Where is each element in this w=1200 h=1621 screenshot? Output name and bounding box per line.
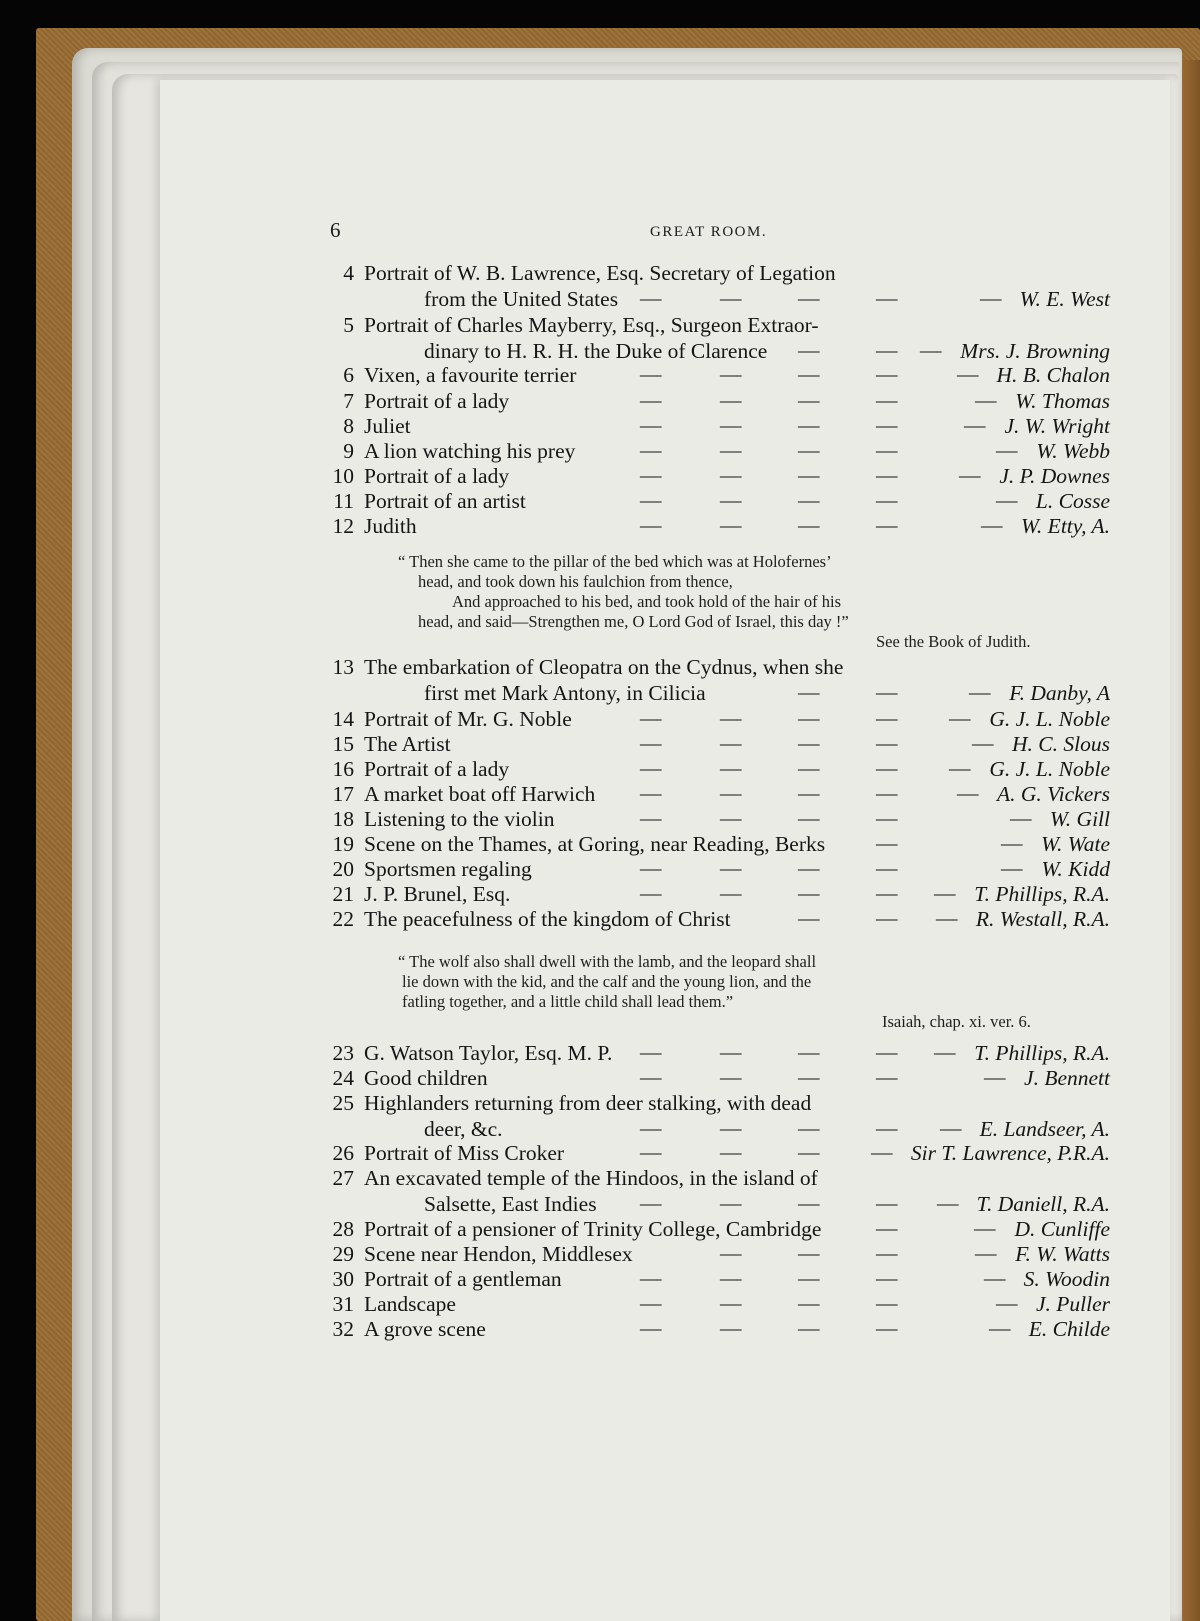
- leader-dash: —: [720, 1040, 742, 1064]
- leader-dash: —: [798, 906, 820, 930]
- catalogue-entry-line: [318, 438, 1110, 464]
- entry-number: 30: [332, 1267, 354, 1291]
- entry-artist: W. Etty, A.: [1021, 514, 1110, 538]
- leader-dash: —: [798, 856, 820, 880]
- entry-title: G. Watson Taylor, Esq. M. P.: [364, 1041, 613, 1065]
- leader-dash: —: [996, 1291, 1018, 1315]
- leader-dash: —: [720, 1291, 742, 1315]
- entry-artist: D. Cunliffe: [1014, 1217, 1110, 1241]
- leader-dash: —: [964, 413, 986, 437]
- leader-dash: —: [798, 1266, 820, 1290]
- leader-dash: —: [720, 388, 742, 412]
- entry-title: Portrait of Miss Croker: [364, 1141, 565, 1165]
- entry-number: 18: [332, 807, 354, 831]
- entry-title: deer, &c.: [424, 1117, 503, 1141]
- leader-dash: —: [720, 856, 742, 880]
- entry-title: The peacefulness of the kingdom of Christ: [364, 907, 731, 931]
- entry-number: 28: [332, 1217, 354, 1241]
- leader-dash: —: [798, 680, 820, 704]
- leader-dash: —: [876, 731, 898, 755]
- catalogue-entry-line: [318, 1241, 1110, 1267]
- catalogue-entry-line: [318, 881, 1110, 907]
- catalogue-entry-line: [318, 1266, 1110, 1292]
- catalogue-entry-line: [318, 706, 1110, 732]
- entry-artist: A. G. Vickers: [996, 782, 1110, 806]
- entry-number: 16: [332, 757, 354, 781]
- entry-number: 13: [332, 655, 354, 679]
- entry-number: 23: [332, 1041, 354, 1065]
- leader-dash: —: [876, 756, 898, 780]
- leader-dash: —: [720, 1116, 742, 1140]
- leader-dash: —: [876, 806, 898, 830]
- entry-artist: G. J. L. Noble: [989, 707, 1110, 731]
- leader-dash: —: [1001, 831, 1023, 855]
- entry-number: 6: [343, 363, 354, 387]
- leader-dash: —: [720, 1140, 742, 1164]
- entry-title: The embarkation of Cleopatra on the Cydnus, when she: [364, 655, 844, 679]
- catalogue-entry-line: [318, 286, 1110, 312]
- leader-dash: —: [720, 881, 742, 905]
- entry-artist: T. Daniell, R.A.: [976, 1192, 1110, 1216]
- entry-title: A market boat off Harwich: [364, 782, 596, 806]
- leader-dash: —: [720, 781, 742, 805]
- entry-artist: W. Gill: [1049, 807, 1110, 831]
- leader-dash: —: [720, 806, 742, 830]
- leader-dash: —: [798, 706, 820, 730]
- entry-artist: J. P. Downes: [999, 464, 1110, 488]
- catalogue-entry-line: [318, 1191, 1110, 1217]
- entry-number: 14: [332, 707, 354, 731]
- leader-dash: —: [934, 1040, 956, 1064]
- leader-dash: —: [798, 1140, 820, 1164]
- leader-dash: —: [798, 881, 820, 905]
- entry-artist: Sir T. Lawrence, P.R.A.: [910, 1141, 1110, 1165]
- entry-title: J. P. Brunel, Esq.: [364, 882, 511, 906]
- entry-number: 26: [332, 1141, 354, 1165]
- leader-dash: —: [798, 781, 820, 805]
- leader-dash: —: [996, 438, 1018, 462]
- judith-quote-line: And approached to his bed, and took hold of the hair of his: [452, 592, 842, 611]
- entry-number: 27: [332, 1166, 354, 1190]
- entry-artist: L. Cosse: [1035, 489, 1110, 513]
- leader-dash: —: [640, 706, 662, 730]
- entry-number: 7: [343, 389, 354, 413]
- leader-dash: —: [996, 488, 1018, 512]
- entry-artist: W. Webb: [1036, 439, 1110, 463]
- entry-artist: J. Bennett: [1024, 1066, 1110, 1090]
- entry-artist: W. Thomas: [1015, 389, 1110, 413]
- entry-title: A grove scene: [364, 1317, 486, 1341]
- leader-dash: —: [798, 338, 820, 362]
- leader-dash: —: [984, 1065, 1006, 1089]
- catalogue-entry-line: [318, 260, 1110, 286]
- leader-dash: —: [640, 438, 662, 462]
- leader-dash: —: [876, 1191, 898, 1215]
- entry-number: 5: [343, 313, 354, 337]
- leader-dash: —: [798, 513, 820, 537]
- entry-artist: H. B. Chalon: [996, 363, 1110, 387]
- leader-dash: —: [920, 338, 942, 362]
- catalogue-entry-line: [318, 312, 1110, 338]
- leader-dash: —: [959, 463, 981, 487]
- leader-dash: —: [876, 413, 898, 437]
- leader-dash: —: [798, 286, 820, 310]
- entry-artist: S. Woodin: [1023, 1267, 1110, 1291]
- leader-dash: —: [798, 1291, 820, 1315]
- leader-dash: —: [937, 1191, 959, 1215]
- leader-dash: —: [798, 756, 820, 780]
- isaiah-quote-line: lie down with the kid, and the calf and the young lion, and the: [402, 972, 812, 991]
- entry-number: 29: [332, 1242, 354, 1266]
- leader-dash: —: [720, 706, 742, 730]
- leader-dash: —: [936, 906, 958, 930]
- catalogue-entry-line: [318, 1216, 1110, 1242]
- leader-dash: —: [876, 338, 898, 362]
- catalogue-entry-line: [318, 413, 1110, 439]
- entry-number: 9: [343, 439, 354, 463]
- leader-dash: —: [640, 806, 662, 830]
- leader-dash: —: [876, 1116, 898, 1140]
- leader-dash: —: [798, 1316, 820, 1340]
- entry-title: Portrait of a lady: [364, 389, 510, 413]
- entry-title: Highlanders returning from deer stalking, with dead: [364, 1091, 812, 1115]
- leader-dash: —: [989, 1316, 1011, 1340]
- entry-number: 24: [332, 1066, 354, 1090]
- leader-dash: —: [640, 1266, 662, 1290]
- leader-dash: —: [720, 1065, 742, 1089]
- leader-dash: —: [876, 1040, 898, 1064]
- catalogue-entry-line: [318, 1165, 1110, 1191]
- judith-quote-line: head, and took down his faulchion from thence,: [418, 572, 733, 591]
- leader-dash: —: [876, 906, 898, 930]
- catalogue-entry-line: [318, 756, 1110, 782]
- leader-dash: —: [640, 756, 662, 780]
- entry-artist: H. C. Slous: [1012, 732, 1110, 756]
- leader-dash: —: [640, 388, 662, 412]
- entry-title: Vixen, a favourite terrier: [364, 363, 577, 387]
- entry-title: An excavated temple of the Hindoos, in the island of: [364, 1166, 818, 1190]
- catalogue-entry-line: [318, 1040, 1110, 1066]
- leader-dash: —: [876, 781, 898, 805]
- entry-title: Landscape: [364, 1292, 456, 1316]
- leader-dash: —: [640, 781, 662, 805]
- leader-dash: —: [640, 856, 662, 880]
- leader-dash: —: [876, 856, 898, 880]
- entry-artist: J. W. Wright: [1004, 414, 1110, 438]
- entry-title: from the United States: [424, 287, 619, 311]
- entry-artist: T. Phillips, R.A.: [974, 1041, 1110, 1065]
- entry-title: first met Mark Antony, in Cilicia: [424, 681, 706, 705]
- entry-number: 20: [332, 857, 354, 881]
- catalogue-entry-line: [318, 388, 1110, 414]
- judith-quote-source: See the Book of Judith.: [876, 632, 1031, 651]
- leader-dash: —: [876, 1316, 898, 1340]
- entry-number: 25: [332, 1091, 354, 1115]
- leader-dash: —: [876, 388, 898, 412]
- leader-dash: —: [798, 1065, 820, 1089]
- leader-dash: —: [949, 756, 971, 780]
- leader-dash: —: [876, 1065, 898, 1089]
- leader-dash: —: [876, 831, 898, 855]
- entry-artist: F. Danby, A: [1009, 681, 1110, 705]
- leader-dash: —: [798, 488, 820, 512]
- leader-dash: —: [640, 488, 662, 512]
- leader-dash: —: [640, 286, 662, 310]
- leader-dash: —: [798, 731, 820, 755]
- leader-dash: —: [798, 806, 820, 830]
- catalogue-entry-line: [318, 1116, 1110, 1142]
- leader-dash: —: [640, 1191, 662, 1215]
- leader-dash: —: [972, 731, 994, 755]
- leader-dash: —: [975, 1241, 997, 1265]
- running-head: GREAT ROOM.: [650, 224, 768, 240]
- catalogue-entry-line: [318, 1140, 1110, 1166]
- leader-dash: —: [957, 781, 979, 805]
- entry-artist: W. Wate: [1041, 832, 1110, 856]
- page-header: [330, 218, 1100, 244]
- leader-dash: —: [640, 731, 662, 755]
- leader-dash: —: [876, 488, 898, 512]
- leader-dash: —: [720, 463, 742, 487]
- leader-dash: —: [798, 413, 820, 437]
- leader-dash: —: [640, 1316, 662, 1340]
- entry-title: Portrait of a gentleman: [364, 1267, 562, 1291]
- entry-title: Portrait of Mr. G. Noble: [364, 707, 572, 731]
- leader-dash: —: [798, 1241, 820, 1265]
- leader-dash: —: [876, 706, 898, 730]
- entry-artist: J. Puller: [1035, 1292, 1110, 1316]
- leader-dash: —: [798, 463, 820, 487]
- catalogue-entry-line: [318, 1291, 1110, 1317]
- leader-dash: —: [981, 513, 1003, 537]
- entry-title: Portrait of Charles Mayberry, Esq., Surgeon Extraor-: [364, 313, 819, 337]
- entry-title: Portrait of W. B. Lawrence, Esq. Secretary of Legation: [364, 261, 836, 285]
- entry-artist: G. J. L. Noble: [989, 757, 1110, 781]
- catalogue-entry-line: [318, 1065, 1110, 1091]
- leader-dash: —: [876, 1291, 898, 1315]
- judith-quote-line: “ Then she came to the pillar of the bed which was at Holofernes’: [398, 552, 832, 571]
- leader-dash: —: [798, 1116, 820, 1140]
- entry-number: 4: [343, 261, 354, 285]
- leader-dash: —: [984, 1266, 1006, 1290]
- leader-dash: —: [720, 1266, 742, 1290]
- entry-artist: Mrs. J. Browning: [960, 339, 1110, 363]
- entry-number: 15: [332, 732, 354, 756]
- isaiah-quote-line: fatling together, and a little child shall lead them.”: [402, 992, 734, 1011]
- entry-artist: W. Kidd: [1041, 857, 1110, 881]
- entry-title: Juliet: [364, 414, 411, 438]
- leader-dash: —: [720, 1241, 742, 1265]
- leader-dash: —: [798, 438, 820, 462]
- catalogue-entry-line: [318, 463, 1110, 489]
- leader-dash: —: [934, 881, 956, 905]
- entry-title: Scene on the Thames, at Goring, near Reading, Berks: [364, 832, 826, 856]
- entry-title: A lion watching his prey: [364, 439, 576, 463]
- leader-dash: —: [720, 362, 742, 386]
- leader-dash: —: [876, 438, 898, 462]
- entry-title: Scene near Hendon, Middlesex: [364, 1242, 633, 1266]
- leader-dash: —: [720, 286, 742, 310]
- page-number: 6: [330, 218, 341, 242]
- entry-artist: E. Childe: [1028, 1317, 1110, 1341]
- leader-dash: —: [974, 1216, 996, 1240]
- entry-number: 22: [332, 907, 354, 931]
- entry-artist: W. E. West: [1019, 287, 1110, 311]
- entry-title: Judith: [364, 514, 417, 538]
- leader-dash: —: [640, 463, 662, 487]
- catalogue-entry-line: [318, 362, 1110, 388]
- leader-dash: —: [876, 362, 898, 386]
- entry-title: Portrait of a lady: [364, 464, 510, 488]
- leader-dash: —: [720, 731, 742, 755]
- leader-dash: —: [876, 1241, 898, 1265]
- leader-dash: —: [798, 1191, 820, 1215]
- leader-dash: —: [720, 438, 742, 462]
- leader-dash: —: [798, 388, 820, 412]
- leader-dash: —: [640, 881, 662, 905]
- catalogue-entry-line: [318, 680, 1110, 706]
- leader-dash: —: [876, 513, 898, 537]
- leader-dash: —: [640, 1065, 662, 1089]
- leader-dash: —: [871, 1140, 893, 1164]
- catalogue-entry-line: [318, 831, 1110, 857]
- leader-dash: —: [876, 1216, 898, 1240]
- leader-dash: —: [969, 680, 991, 704]
- leader-dash: —: [720, 1191, 742, 1215]
- catalogue-entry-line: [318, 781, 1110, 807]
- leader-dash: —: [720, 413, 742, 437]
- entry-number: 10: [332, 464, 354, 488]
- catalogue-entry-line: [318, 731, 1110, 757]
- catalogue-entry-line: [318, 488, 1110, 514]
- leader-dash: —: [957, 362, 979, 386]
- leader-dash: —: [640, 1291, 662, 1315]
- entry-title: Good children: [364, 1066, 488, 1090]
- leader-dash: —: [640, 1116, 662, 1140]
- leader-dash: —: [1001, 856, 1023, 880]
- leader-dash: —: [975, 388, 997, 412]
- entry-artist: T. Phillips, R.A.: [974, 882, 1110, 906]
- leader-dash: —: [640, 1140, 662, 1164]
- leader-dash: —: [640, 413, 662, 437]
- catalogue-entry-line: [318, 1090, 1110, 1116]
- entry-title: Portrait of a pensioner of Trinity College, Cambridge: [364, 1217, 822, 1241]
- leader-dash: —: [876, 463, 898, 487]
- entry-title: Sportsmen regaling: [364, 857, 532, 881]
- leader-dash: —: [640, 362, 662, 386]
- entry-title: Listening to the violin: [364, 807, 555, 831]
- entry-artist: E. Landseer, A.: [979, 1117, 1110, 1141]
- judith-quote-line: head, and said—Strengthen me, O Lord God of Israel, this day !”: [418, 612, 849, 631]
- leader-dash: —: [640, 513, 662, 537]
- catalogue-entry-line: [318, 1316, 1110, 1342]
- leader-dash: —: [876, 1266, 898, 1290]
- entry-title: Portrait of an artist: [364, 489, 526, 513]
- leader-dash: —: [940, 1116, 962, 1140]
- leader-dash: —: [720, 756, 742, 780]
- leader-dash: —: [798, 1040, 820, 1064]
- catalogue-entry-line: [318, 806, 1110, 832]
- entry-artist: F. W. Watts: [1015, 1242, 1110, 1266]
- entry-title: Salsette, East Indies: [424, 1192, 597, 1216]
- entry-title: dinary to H. R. H. the Duke of Clarence: [424, 339, 768, 363]
- entry-artist: R. Westall, R.A.: [975, 907, 1110, 931]
- entry-number: 11: [333, 489, 354, 513]
- entry-number: 21: [332, 882, 354, 906]
- leader-dash: —: [876, 286, 898, 310]
- entry-number: 31: [332, 1292, 354, 1316]
- catalogue-entry-line: [318, 856, 1110, 882]
- leader-dash: —: [720, 488, 742, 512]
- entry-number: 8: [343, 414, 354, 438]
- leader-dash: —: [876, 680, 898, 704]
- entry-number: 32: [332, 1317, 354, 1341]
- isaiah-quote-source: Isaiah, chap. xi. ver. 6.: [882, 1012, 1031, 1031]
- leader-dash: —: [720, 513, 742, 537]
- isaiah-quote-line: “ The wolf also shall dwell with the lamb, and the leopard shall: [398, 952, 817, 971]
- entry-title: Portrait of a lady: [364, 757, 510, 781]
- catalogue-entry-line: [318, 513, 1110, 539]
- entry-number: 17: [332, 782, 354, 806]
- entry-title: The Artist: [364, 732, 451, 756]
- leader-dash: —: [798, 362, 820, 386]
- catalogue-entry-line: [318, 338, 1110, 364]
- leader-dash: —: [980, 286, 1002, 310]
- catalogue-entry-line: [318, 906, 1110, 932]
- entry-number: 12: [332, 514, 354, 538]
- leader-dash: —: [1010, 806, 1032, 830]
- catalogue-entry-line: [318, 654, 1110, 680]
- entry-number: 19: [332, 832, 354, 856]
- leader-dash: —: [640, 1040, 662, 1064]
- leader-dash: —: [949, 706, 971, 730]
- leader-dash: —: [876, 881, 898, 905]
- leader-dash: —: [720, 1316, 742, 1340]
